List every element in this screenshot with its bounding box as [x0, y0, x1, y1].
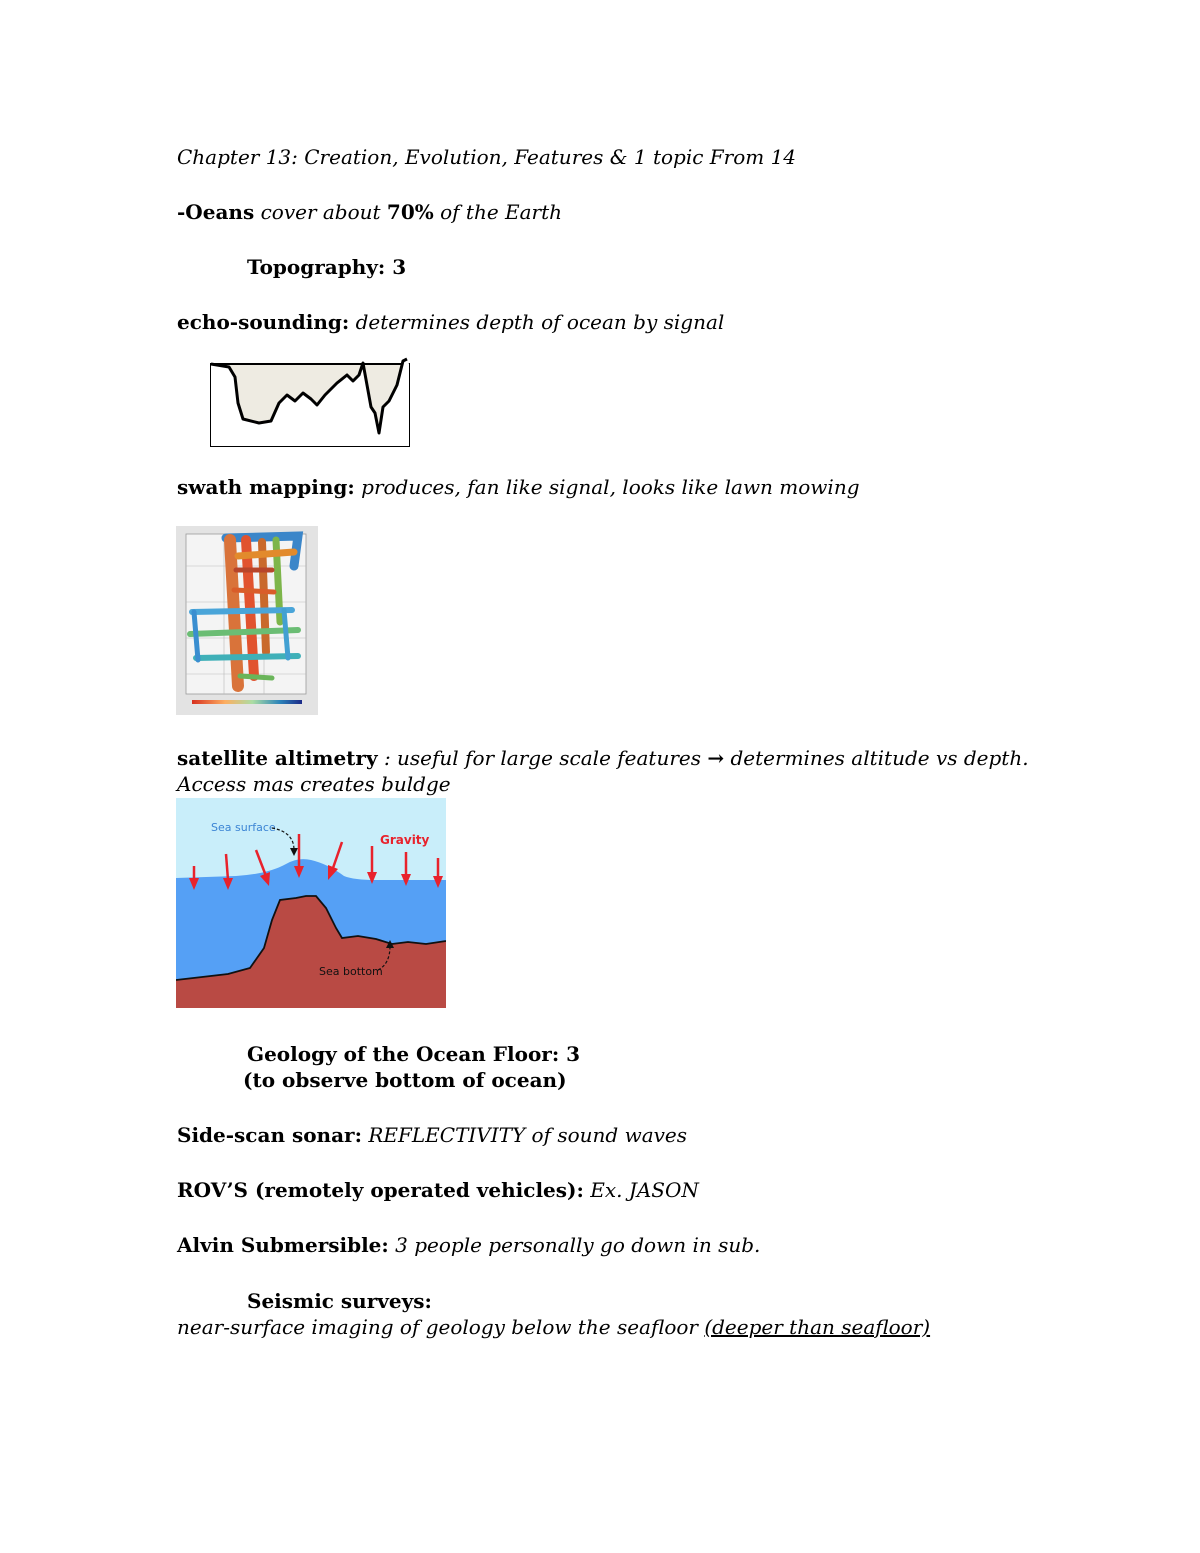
swath-mapping-line: swath mapping: produces, fan like signal, looks like lawn mowing — [177, 475, 860, 499]
seismic-heading: Seismic surveys: — [247, 1289, 432, 1313]
swath-map-image — [176, 526, 318, 715]
side-scan-term: Side-scan sonar: — [177, 1123, 362, 1147]
geology-subheading: (to observe bottom of ocean) — [243, 1068, 567, 1092]
topography-heading: Topography: 3 — [247, 255, 407, 279]
satellite-altimetry-diagram — [176, 798, 446, 1008]
satellite-altimetry-line: satellite altimetry : useful for large scale features → determines altitude vs depth. — [177, 746, 1029, 770]
gravity-label: Gravity — [380, 833, 430, 847]
arrow-right-icon: → — [707, 746, 725, 770]
seismic-line: near-surface imaging of geology below the seafloor (deeper than seafloor) — [177, 1315, 931, 1339]
echo-sounding-profile-image — [207, 355, 413, 450]
oceans-line: -Oeans cover about 70% of the Earth — [177, 200, 563, 224]
sea-surface-label: Sea surface — [211, 821, 276, 834]
document-title: Chapter 13: Creation, Evolution, Features & 1 topic From 14 — [177, 145, 797, 169]
rovs-term: ROV’S (remotely operated vehicles): — [177, 1178, 584, 1202]
oceans-term: -Oeans — [177, 200, 255, 224]
seismic-underlined: (deeper than seafloor) — [704, 1315, 931, 1339]
oceans-value: 70% — [386, 200, 434, 224]
side-scan-line: Side-scan sonar: REFLECTIVITY of sound waves — [177, 1123, 688, 1147]
geology-heading: Geology of the Ocean Floor: 3 — [247, 1042, 581, 1066]
alvin-line: Alvin Submersible: 3 people personally go down in sub. — [177, 1233, 761, 1257]
swath-mapping-term: swath mapping: — [177, 475, 355, 499]
rovs-line: ROV’S (remotely operated vehicles): Ex. JASON — [177, 1178, 699, 1202]
sea-bottom-label: Sea bottom — [319, 965, 383, 978]
echo-sounding-term: echo-sounding: — [177, 310, 350, 334]
satellite-altimetry-term: satellite altimetry — [177, 746, 378, 770]
alvin-term: Alvin Submersible: — [177, 1233, 389, 1257]
satellite-altimetry-line-2: Access mas creates buldge — [177, 772, 451, 796]
echo-sounding-line: echo-sounding: determines depth of ocean by signal — [177, 310, 725, 334]
